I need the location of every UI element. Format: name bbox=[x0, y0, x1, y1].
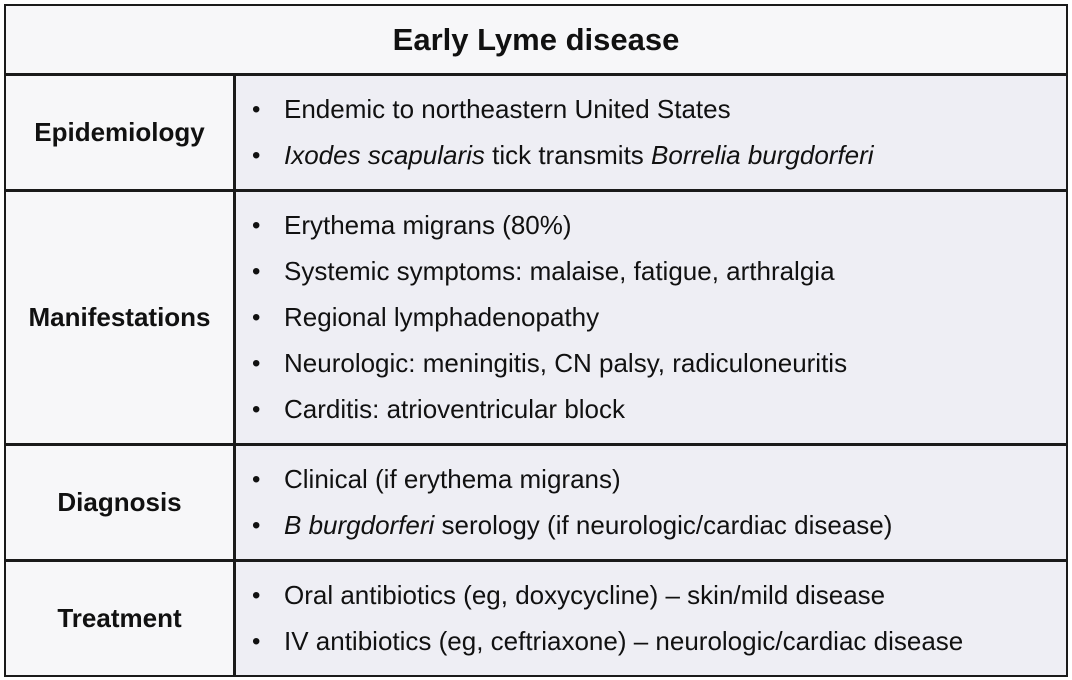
list-item bbox=[252, 619, 1066, 665]
row-treatment bbox=[6, 562, 1066, 675]
row-label-epidemiology: Epidemiology bbox=[6, 76, 236, 189]
bullet-icon: • bbox=[252, 303, 261, 331]
item-text bbox=[284, 140, 874, 171]
list-item bbox=[252, 249, 1066, 295]
bullet-icon: • bbox=[252, 211, 261, 239]
row-label-diagnosis: Diagnosis bbox=[6, 446, 236, 559]
item-text: Neurologic: meningitis, CN palsy, radiculoneuritis bbox=[284, 348, 848, 378]
bullet-icon: • bbox=[252, 395, 261, 423]
row-content-diagnosis bbox=[236, 446, 1066, 559]
row-content-treatment bbox=[236, 562, 1066, 675]
row-diagnosis bbox=[6, 446, 1066, 562]
lyme-table bbox=[4, 4, 1068, 677]
list-item bbox=[252, 133, 1066, 179]
list-item bbox=[252, 295, 1066, 341]
bullet-icon: • bbox=[252, 95, 261, 123]
item-text: Clinical (if erythema migrans) bbox=[284, 464, 621, 494]
row-content-epidemiology bbox=[236, 76, 1066, 189]
list-item bbox=[252, 503, 1066, 549]
item-text: Oral antibiotics (eg, doxycycline) – skin/mild disease bbox=[284, 580, 886, 610]
row-label-manifestations: Manifestations bbox=[6, 192, 236, 443]
bullet-icon: • bbox=[252, 627, 261, 655]
row-label-treatment: Treatment bbox=[6, 562, 236, 675]
bullet-icon: • bbox=[252, 257, 261, 285]
item-text-rest: serology (if neurologic/cardiac disease) bbox=[434, 510, 893, 540]
row-manifestations bbox=[6, 192, 1066, 446]
item-text-middle: tick transmits bbox=[484, 140, 652, 170]
item-text: Endemic to northeastern United States bbox=[284, 94, 731, 124]
bullet-icon: • bbox=[252, 349, 261, 377]
row-epidemiology bbox=[6, 76, 1066, 192]
species-name-tick: Ixodes scapularis bbox=[284, 140, 485, 170]
list-item bbox=[252, 573, 1066, 619]
item-text: Regional lymphadenopathy bbox=[284, 302, 600, 332]
bullet-icon: • bbox=[252, 511, 261, 539]
bullet-icon: • bbox=[252, 141, 261, 169]
item-text bbox=[284, 510, 892, 541]
table-title: Early Lyme disease bbox=[6, 6, 1066, 76]
row-content-manifestations bbox=[236, 192, 1066, 443]
item-text: Carditis: atrioventricular block bbox=[284, 394, 626, 424]
item-text: Erythema migrans (80%) bbox=[284, 210, 572, 240]
item-text: IV antibiotics (eg, ceftriaxone) – neurologic/cardiac disease bbox=[284, 626, 964, 656]
bullet-icon: • bbox=[252, 581, 261, 609]
species-name-bacteria: Borrelia burgdorferi bbox=[651, 140, 874, 170]
list-item bbox=[252, 87, 1066, 133]
list-item bbox=[252, 457, 1066, 503]
item-text: Systemic symptoms: malaise, fatigue, arthralgia bbox=[284, 256, 835, 286]
list-item bbox=[252, 203, 1066, 249]
bullet-icon: • bbox=[252, 465, 261, 493]
list-item bbox=[252, 387, 1066, 433]
list-item bbox=[252, 341, 1066, 387]
species-name-bacteria: B burgdorferi bbox=[284, 510, 435, 540]
